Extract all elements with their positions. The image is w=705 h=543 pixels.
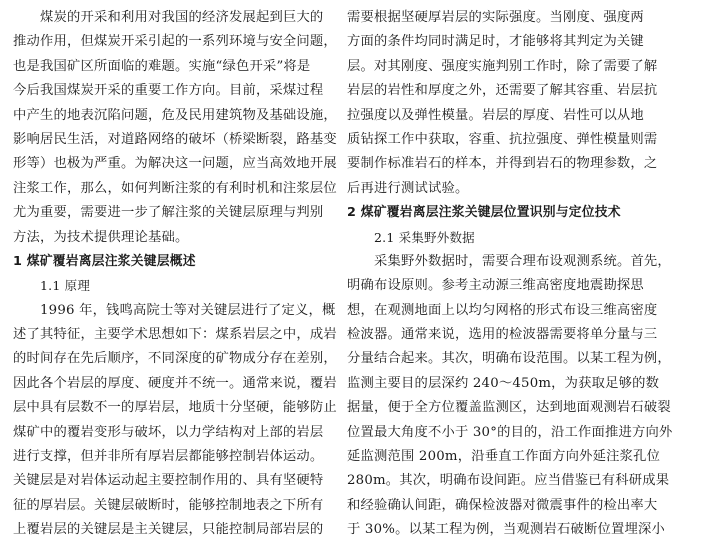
- text-line: 影响居民生活，对道路网络的破坏（桥梁断裂，路基变: [13, 131, 337, 147]
- text-line: 检波器。通常来说，选用的检波器需要将单分量与三: [347, 327, 658, 343]
- subsection-heading: 1.1 原理: [40, 278, 91, 294]
- text-line: 280m。其次，明确布设间距。应当借鉴已有科研成果: [347, 473, 670, 489]
- paragraph-first-line: 1996 年，钱鸣高院士等对关键层进行了定义，概: [40, 302, 336, 318]
- text-line: 明确布设原则。参考主动源三维高密度地震勘探思: [347, 278, 644, 294]
- paragraph-first-line: 煤炭的开采和利用对我国的经济发展起到巨大的: [40, 10, 324, 25]
- left-column: [13, 6, 349, 543]
- text-line: 方面的条件均同时满足时，才能够将其判定为关键: [347, 34, 644, 50]
- text-line: 据量，便于全方位覆盖监测区，达到地面观测岩石破裂: [347, 400, 671, 416]
- right-column: [347, 6, 683, 543]
- text-line: 征的厚岩层。关键层破断时，能够控制地表之下所有: [13, 497, 324, 513]
- text-line: 要制作标准岩石的样本，并得到岩石的物理参数，之: [347, 156, 658, 172]
- text-line: 进行支撑，但并非所有厚岩层都能够控制岩体运动。: [13, 449, 324, 465]
- section-heading: 2 煤矿覆岩离层注浆关键层位置识别与定位技术: [347, 205, 621, 221]
- text-line: 后再进行测试试验。: [347, 180, 469, 196]
- text-line: 监测主要目的层深约 240～450m，为获取足够的数: [347, 375, 660, 391]
- paragraph-first-line: 采集野外数据时，需要合理布设观测系统。首先，: [374, 253, 671, 269]
- text-line: 上覆岩层的关键层是主关键层，只能控制局部岩层的: [13, 522, 324, 538]
- text-line: 拉强度以及弹性模量。岩层的厚度、岩性可以从地: [347, 107, 644, 123]
- text-line: 延监测范围 200m，沿垂直工作面方向外延注浆孔位: [347, 449, 661, 465]
- text-line: 于 30%。以某工程为例，当观测岩石破断位置埋深小: [347, 522, 666, 538]
- text-line: 和经验确认间距，确保检波器对微震事件的检出率大: [347, 497, 658, 513]
- text-line: 今后我国煤炭开采的重要工作方向。目前，采煤过程: [13, 83, 324, 99]
- text-line: 述了其特征，主要学术思想如下：煤系岩层之中，成岩: [13, 327, 337, 343]
- text-line: 尤为重要，需要进一步了解注浆的关键层原理与判别: [13, 205, 324, 221]
- text-line: 推动作用，但煤炭开采引起的一系列环境与安全问题，: [13, 34, 337, 50]
- text-line: 关键层是对岩体运动起主要控制作用的、具有坚硬特: [13, 473, 324, 489]
- text-line: 中产生的地表沉陷问题，危及民用建筑物及基础设施，: [13, 107, 337, 123]
- text-line: 分量结合起来。其次，明确布设范围。以某工程为例，: [347, 351, 671, 367]
- text-line: 层中具有层数不一的厚岩层，地质十分坚硬，能够防止: [13, 400, 337, 416]
- text-line: 因此各个岩层的厚度、硬度并不统一。通常来说，覆岩: [13, 375, 337, 391]
- text-line: 位置最大角度不小于 30°的目的，沿工作面推进方向外: [347, 424, 673, 440]
- subsection-heading: 2.1 采集野外数据: [374, 229, 475, 245]
- text-line: 形等）也极为严重。为解决这一问题，应当高效地开展: [13, 156, 337, 172]
- text-line: 注浆工作，那么，如何判断注浆的有利时机和注浆层位: [13, 180, 337, 196]
- text-line: 也是我国矿区所面临的难题。实施“绿色开采”将是: [13, 58, 311, 74]
- text-line: 层。对其刚度、强度实施判别工作时，除了需要了解: [347, 58, 658, 74]
- text-line: 方法，为技术提供理论基础。: [13, 229, 189, 245]
- text-line: 岩层的岩性和厚度之外，还需要了解其容重、岩层抗: [347, 83, 658, 99]
- section-heading: 1 煤矿覆岩离层注浆关键层概述: [13, 253, 196, 269]
- text-line: 质钻探工作中获取，容重、抗拉强度、弹性模量则需: [347, 131, 658, 147]
- text-line: 煤矿中的覆岩变形与破坏，以力学结构对上部的岩层: [13, 424, 324, 440]
- text-line: 需要根据坚硬厚岩层的实际强度。当刚度、强度两: [347, 10, 644, 25]
- text-line: 想，在观测地面上以均匀网格的形式布设三维高密度: [347, 302, 658, 318]
- text-line: 的时间存在先后顺序，不同深度的矿物成分存在差别，: [13, 351, 337, 367]
